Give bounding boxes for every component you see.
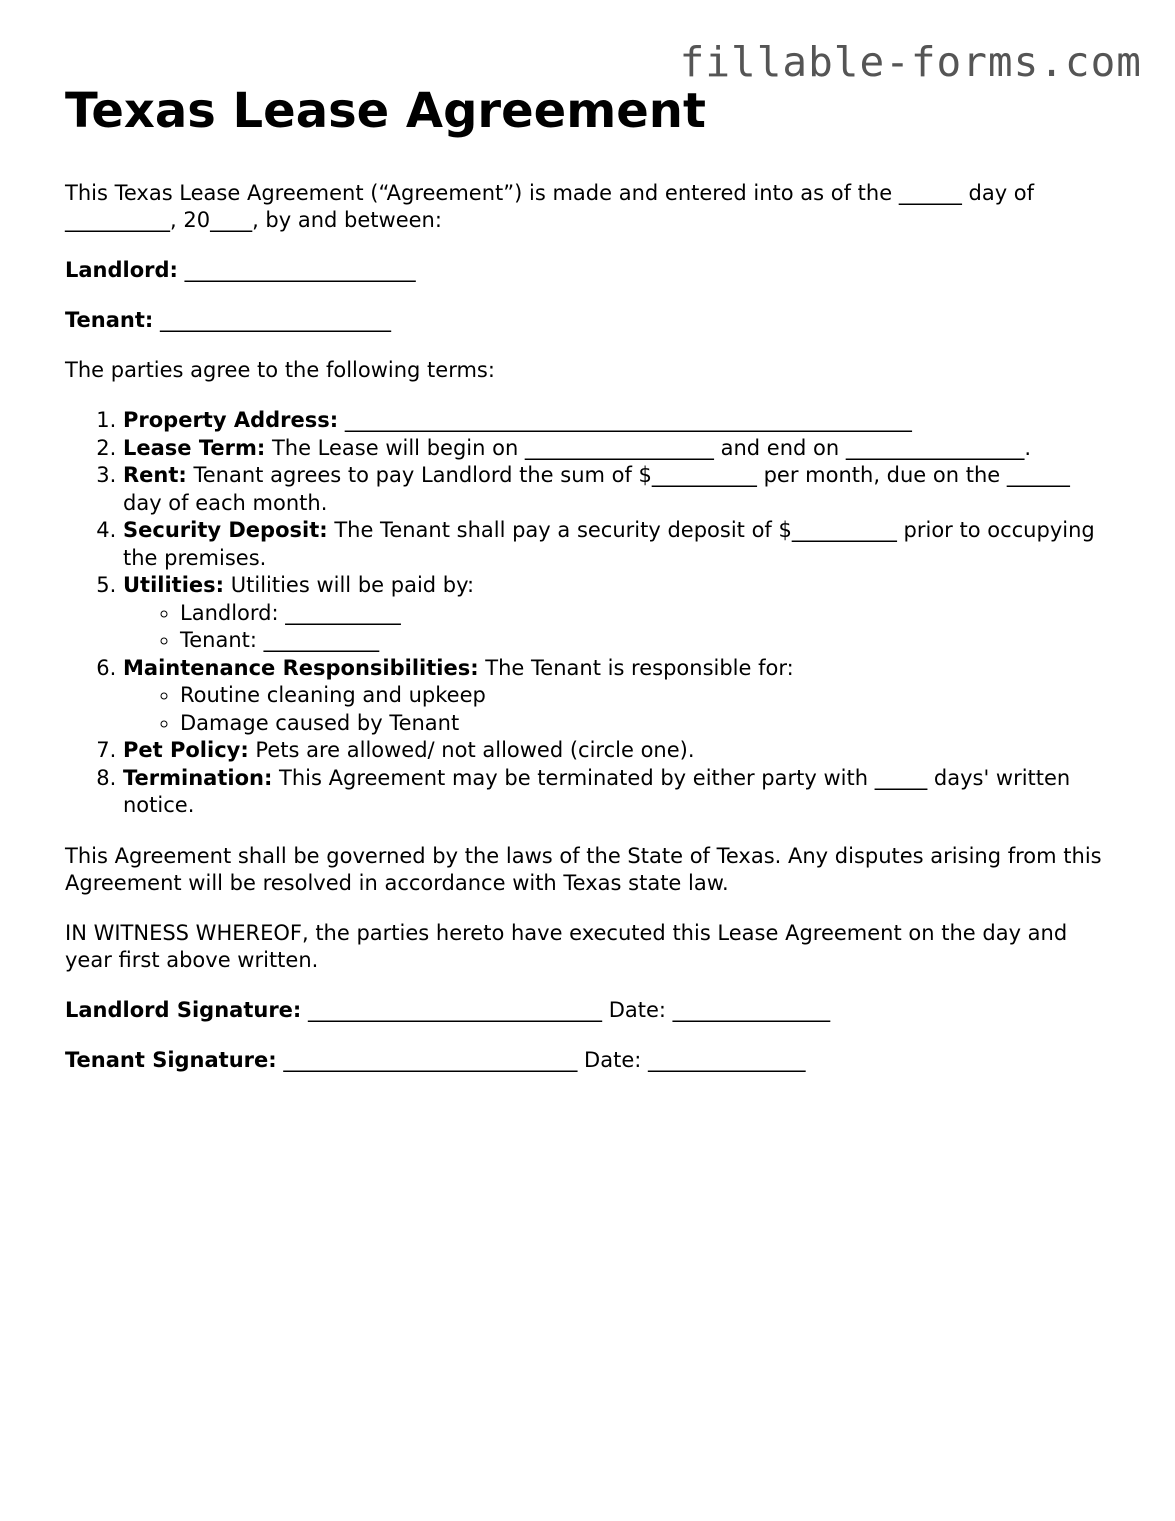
- landlord-label: Landlord:: [65, 258, 178, 282]
- landlord-blank[interactable]: ______________________: [184, 258, 416, 282]
- tenant-blank[interactable]: ______________________: [159, 308, 391, 332]
- term-rent: [123, 462, 1110, 517]
- governing-law-paragraph: This Agreement shall be governed by the laws of the State of Texas. Any disputes arising from this Agreement will be resolved in accordance with Texas state law.: [65, 843, 1102, 895]
- tenant-label: Tenant:: [65, 308, 154, 332]
- tenant-signature-line: [65, 1047, 1110, 1074]
- maintenance-sublist: [123, 682, 1110, 737]
- utilities-tenant[interactable]: ◦ Tenant: ___________: [180, 627, 1110, 655]
- term-label: Maintenance Responsibilities:: [123, 655, 479, 680]
- term-label: Property Address:: [123, 408, 339, 432]
- term-termination: [123, 765, 1110, 820]
- term-utilities: [123, 572, 1110, 655]
- tenant-signature-label: Tenant Signature:: [65, 1047, 277, 1072]
- term-text: The Tenant is responsible for:: [485, 655, 794, 680]
- document-title: Texas Lease Agreement: [65, 83, 706, 139]
- maintenance-item: ◦ Damage caused by Tenant: [180, 710, 1110, 738]
- terms-list: [65, 407, 1110, 820]
- term-text: Utilities will be paid by:: [230, 573, 475, 597]
- tenant-date-field[interactable]: Date: _______________: [584, 1047, 806, 1072]
- term-text[interactable]: This Agreement may be terminated by either party with _____ days' written notice.: [123, 765, 1071, 817]
- term-maintenance: [123, 655, 1110, 738]
- term-text[interactable]: The Lease will begin on __________________ and end on _________________.: [271, 435, 1032, 460]
- term-property-address: [123, 407, 1110, 435]
- utilities-landlord[interactable]: ◦ Landlord: ___________: [180, 600, 1110, 628]
- term-pet-policy: [123, 737, 1110, 765]
- term-text[interactable]: The Tenant shall pay a security deposit of $__________ prior to occupying the premises.: [123, 518, 1095, 570]
- landlord-date-field[interactable]: Date: _______________: [608, 997, 831, 1022]
- terms-intro: The parties agree to the following terms:: [65, 358, 495, 382]
- term-lease-term: [123, 435, 1110, 463]
- document-page: [65, 82, 1110, 1097]
- term-label: Rent:: [123, 463, 187, 487]
- term-label: Termination:: [123, 765, 273, 790]
- intro-paragraph: This Texas Lease Agreement (“Agreement”) is made and entered into as of the ______ day of __________, 20____, by and between:: [65, 181, 1035, 232]
- landlord-signature-blank[interactable]: ____________________________: [308, 997, 603, 1022]
- term-label: Lease Term:: [123, 435, 266, 460]
- landlord-signature-label: Landlord Signature:: [65, 997, 302, 1022]
- term-label: Security Deposit:: [123, 518, 328, 542]
- watermark: fillable-forms.com: [679, 38, 1142, 86]
- term-label: Pet Policy:: [123, 738, 249, 762]
- term-text[interactable]: Pets are allowed/ not allowed (circle one).: [255, 738, 695, 762]
- term-text[interactable]: Tenant agrees to pay Landlord the sum of $__________ per month, due on the ______ day of each month.: [123, 463, 1070, 515]
- witness-paragraph: IN WITNESS WHEREOF, the parties hereto have executed this Lease Agreement on the day and year first above written.: [65, 920, 1068, 972]
- tenant-line: [65, 307, 1110, 334]
- landlord-signature-line: [65, 997, 1110, 1024]
- utilities-sublist: [123, 600, 1110, 655]
- term-label: Utilities:: [123, 573, 225, 597]
- maintenance-item: ◦ Routine cleaning and upkeep: [180, 682, 1110, 710]
- term-security-deposit: [123, 517, 1110, 572]
- tenant-signature-blank[interactable]: ____________________________: [283, 1047, 578, 1072]
- term-text[interactable]: ______________________________________________________: [344, 408, 912, 432]
- landlord-line: [65, 257, 1110, 284]
